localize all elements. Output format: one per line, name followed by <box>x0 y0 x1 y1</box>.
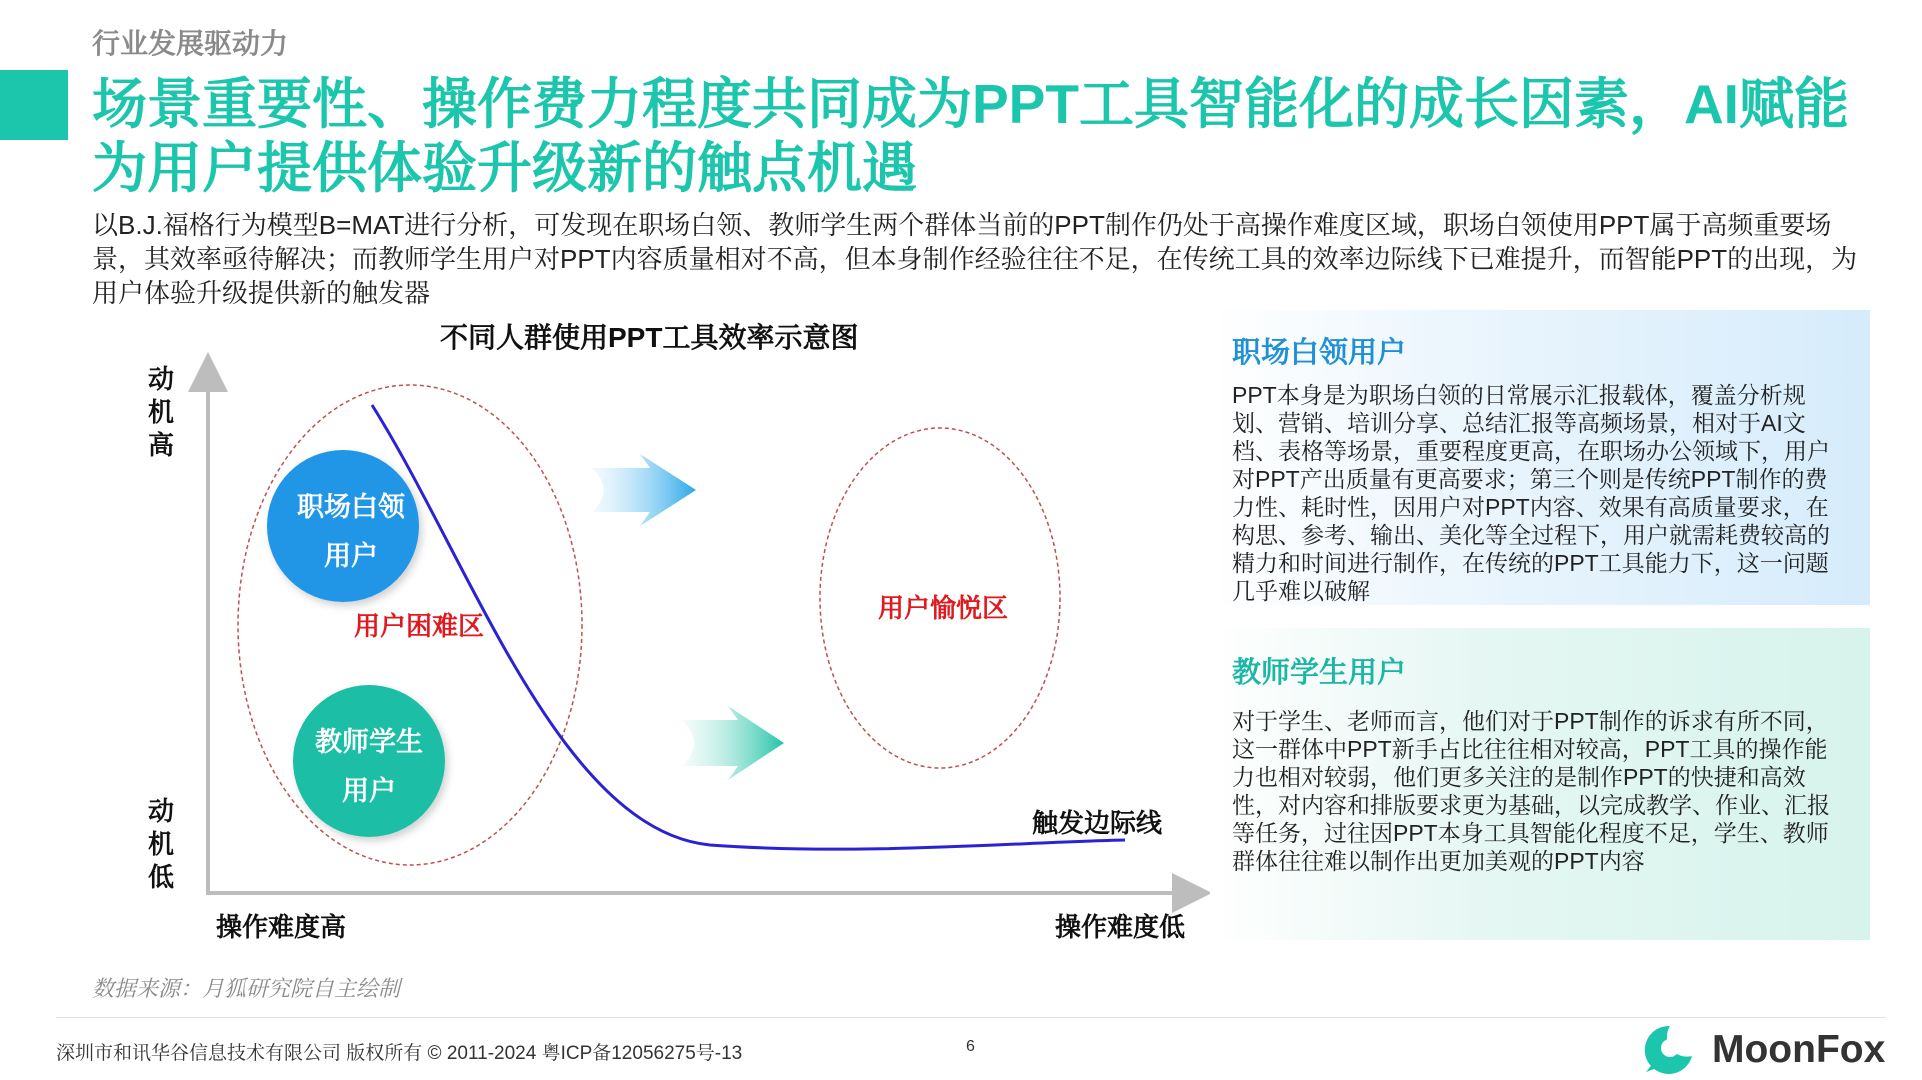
office-user-card-body: PPT本身是为职场白领的日常展示汇报载体，覆盖分析规划、营销、培训分享、总结汇报等高频场景，相对于AI文档、表格等场景，重要程度更高，在职场办公领域下，用户对PPT产出质量有更高要求；第三个则是传统PPT制作的费力性、耗时性，因用户对PPT内容、效果有高质量要求，在构思、参考、输出、美化等全过程下，用户就需耗费较高的精力和时间进行制作，在传统的PPT工具能力下，这一问题几乎难以破解 <box>1232 382 1830 604</box>
y-axis-low-label-1: 动 <box>148 796 175 826</box>
footer-copyright: 深圳市和讯华谷信息技术有限公司 版权所有 © 2011-2024 粤ICP备12056275号-13 <box>56 1043 743 1064</box>
office-user-circle <box>267 450 419 602</box>
trigger-curve-label: 触发边际线 <box>1032 808 1163 838</box>
page-number: 6 <box>966 1038 975 1055</box>
teacher-user-label-2: 用户 <box>342 776 396 806</box>
section-label: 行业发展驱动力 <box>92 28 289 59</box>
teacher-user-card-title: 教师学生用户 <box>1232 657 1407 689</box>
arrow-right-icon <box>592 454 696 526</box>
arrow-right-icon <box>682 706 784 780</box>
office-user-card-title: 职场白领用户 <box>1232 337 1407 369</box>
office-user-label-2: 用户 <box>324 541 378 571</box>
y-axis-high-label-3: 高 <box>148 430 175 460</box>
diagram-title: 不同人群使用PPT工具效率示意图 <box>440 322 859 353</box>
page-title: 场景重要性、操作费力程度共同成为PPT工具智能化的成长因素，AI赋能为用户提供体验升级新的触点机遇 <box>92 73 1849 199</box>
zone-pleasant-label: 用户愉悦区 <box>878 593 1009 623</box>
moonfox-logo-text: MoonFox <box>1712 1028 1886 1071</box>
intro-paragraph: 以B.J.福格行为模型B=MAT进行分析，可发现在职场白领、教师学生两个群体当前的PPT制作仍处于高操作难度区域，职场白领使用PPT属于高频重要场景，其效率亟待解决；而教师学生用户对PPT内容质量相对不高，但本身制作经验往往不足，在传统工具的效率边际线下已难提升，而智能PPT的出现，为用户体验升级提供新的触发器 <box>92 210 1858 308</box>
y-axis-low-label-2: 机 <box>148 829 175 859</box>
teacher-user-card-body: 对于学生、老师而言，他们对于PPT制作的诉求有所不同，这一群体中PPT新手占比往往相对较高，PPT工具的操作能力也相对较弱，他们更多关注的是制作PPT的快捷和高效性，对内容和排版要求更为基础，以完成教学、作业、汇报等任务，过往因PPT本身工具智能化程度不足，学生、教师群体往往难以制作出更加美观的PPT内容 <box>1232 708 1830 874</box>
data-source-note: 数据来源：月狐研究院自主绘制 <box>92 976 401 1001</box>
office-user-card <box>1210 310 1870 605</box>
teacher-user-label-1: 教师学生 <box>315 727 423 757</box>
footer-divider <box>56 1017 1886 1018</box>
y-axis-high-label-2: 机 <box>148 397 175 427</box>
zone-difficult-label: 用户困难区 <box>354 611 485 641</box>
y-axis-high-label-1: 动 <box>148 364 175 394</box>
teacher-user-card <box>1210 628 1870 940</box>
trigger-curve <box>372 405 1125 849</box>
x-axis-left-label: 操作难度高 <box>216 912 347 942</box>
office-user-label-1: 职场白领 <box>297 492 405 522</box>
x-axis-right-label: 操作难度低 <box>1055 912 1186 942</box>
teacher-user-circle <box>293 685 445 837</box>
y-axis-low-label-3: 低 <box>148 862 175 892</box>
